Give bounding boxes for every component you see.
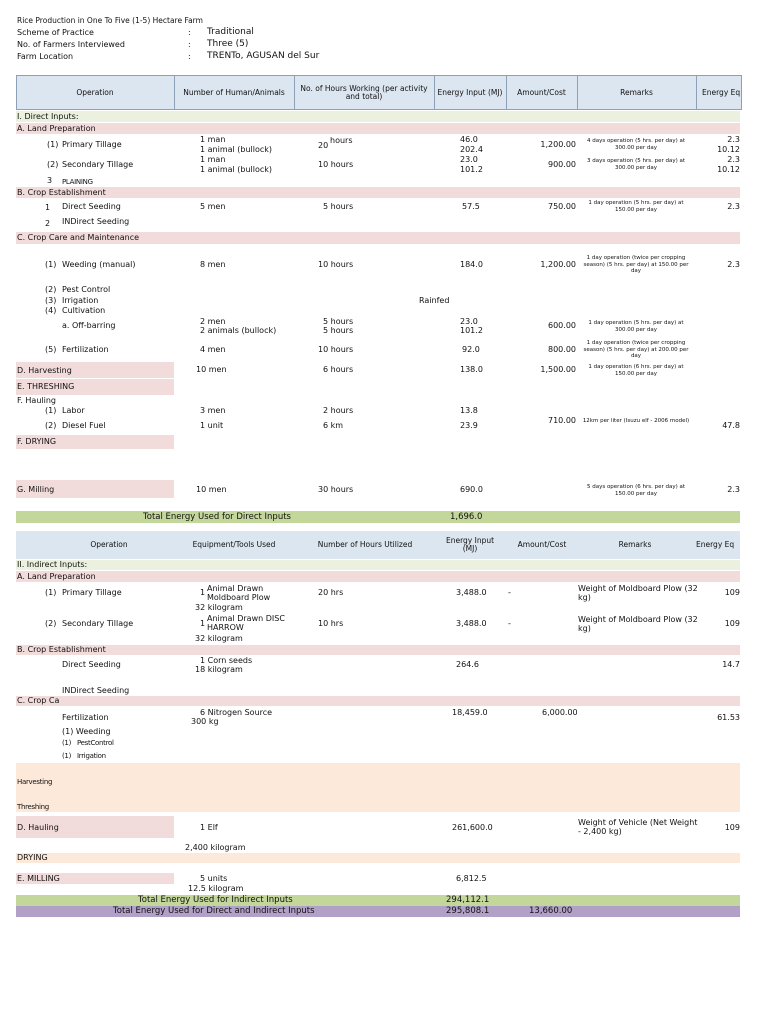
secondary-tillage-hours: 10 hours xyxy=(318,160,354,169)
direct-col-operation: Operation xyxy=(76,87,114,97)
ind-direct-seeding-energy: 264.6 xyxy=(456,660,479,669)
primary-tillage-human: 1 man xyxy=(200,135,226,144)
grand-total-label: Total Energy Used for Direct and Indirect Inputs xyxy=(113,906,315,916)
indirect-crop-est-band xyxy=(16,645,740,655)
ind-secondary-weight: 32 kilogram xyxy=(195,634,243,643)
diesel-remarks: 12km per liter (Isuzu elf - 2006 model) xyxy=(582,418,690,424)
ind-weeding-label: (1) Weeding xyxy=(62,727,111,736)
secondary-tillage-num: (2) xyxy=(47,160,59,169)
fertilization-num: (5) xyxy=(45,345,57,354)
ind-direct-seeding-eq: 14.7 xyxy=(722,660,740,669)
ind-secondary-equip-1: Animal Drawn DISC xyxy=(207,614,285,623)
ind-secondary-remarks: Weight of Moldboard Plow (32 kg) xyxy=(578,615,698,633)
harvesting-hours: 6 hours xyxy=(323,365,354,374)
primary-tillage-eq-1: 2.3 xyxy=(727,135,740,144)
secondary-tillage-eq-1: 2.3 xyxy=(727,155,740,164)
primary-tillage-num: (1) xyxy=(47,140,59,149)
offbarring-human: 2 men xyxy=(200,317,226,326)
indirect-land-prep-band xyxy=(16,571,740,582)
threshing-title: E. THRESHING xyxy=(17,382,75,391)
harvesting-human: 10 men xyxy=(196,365,227,374)
meta-label-farmers: No. of Farmers Interviewed xyxy=(17,40,125,49)
weeding-human: 8 men xyxy=(200,260,226,269)
meta-sep-location: : xyxy=(188,52,191,61)
hauling-title: F. Hauling xyxy=(17,396,56,405)
primary-tillage-eq-2: 10.12 xyxy=(717,145,740,154)
meta-sep-scheme: : xyxy=(188,28,191,37)
secondary-tillage-energy-2: 101.2 xyxy=(460,165,483,174)
ind-fertilization-energy: 18,459.0 xyxy=(452,708,488,717)
ind-primary-num: (1) xyxy=(45,588,57,597)
grand-total-value: 295,808.1 xyxy=(446,906,490,916)
ind-milling-energy: 6,812.5 xyxy=(456,874,487,883)
land-prep-band xyxy=(16,123,740,134)
ind-primary-eq: 109 xyxy=(724,588,740,597)
secondary-tillage-remarks: 3 days operation (5 hrs. per day) at 300.00 per day xyxy=(586,158,686,171)
direct-total-band xyxy=(16,511,740,523)
direct-col-remarks: Remarks xyxy=(620,87,653,97)
indirect-seeding-num: 2 xyxy=(45,219,51,228)
diesel-energy: 23.9 xyxy=(460,421,478,430)
ind-hauling-energy: 261,600.0 xyxy=(452,823,493,832)
secondary-tillage-cost: 900.00 xyxy=(548,160,576,169)
indirect-total-label: Total Energy Used for Indirect Inputs xyxy=(138,895,293,905)
ind-secondary-energy: 3,488.0 xyxy=(456,619,487,628)
labor-human: 3 men xyxy=(200,406,226,415)
fertilization-remarks: 1 day operation (twice per cropping season) (5 hrs. per day) at 200.00 per day xyxy=(583,340,689,359)
indirect-crop-care-title: C. Crop Ca xyxy=(17,696,60,705)
weeding-energy: 184.0 xyxy=(460,260,483,269)
direct-col-amount: Amount/Cost xyxy=(517,87,566,97)
indirect-harvest-thresh-band xyxy=(16,763,740,812)
secondary-tillage-human: 1 man xyxy=(200,155,226,164)
fertilization-energy: 92.0 xyxy=(462,345,480,354)
ind-hauling-title: D. Hauling xyxy=(17,823,59,832)
ind-fertilization-label: Fertilization xyxy=(62,713,109,722)
indirect-land-prep-title: A. Land Preparation xyxy=(17,572,96,581)
indirect-inputs-title: II. Indirect Inputs: xyxy=(17,560,88,569)
weeding-label: Weeding (manual) xyxy=(62,260,136,269)
ind-hauling-eq: 109 xyxy=(724,823,740,832)
direct-col-human: Number of Human/Animals xyxy=(183,87,285,97)
crop-est-title: B. Crop Establishment xyxy=(17,188,106,197)
primary-tillage-animal: 1 animal (bullock) xyxy=(200,145,273,154)
secondary-tillage-energy-1: 23.0 xyxy=(460,155,478,164)
fertilization-hours: 10 hours xyxy=(318,345,354,354)
crop-est-band xyxy=(16,187,740,198)
ind-hauling-weight: 2,400 kilogram xyxy=(185,843,246,852)
harvesting-cost: 1,500.00 xyxy=(540,365,576,374)
meta-label-scheme: Scheme of Practice xyxy=(17,28,94,37)
indirect-inputs-band xyxy=(16,560,740,570)
indirect-crop-est-title: B. Crop Establishment xyxy=(17,645,106,654)
primary-tillage-energy-1: 46.0 xyxy=(460,135,478,144)
indirect-total-band xyxy=(16,895,740,906)
ind-primary-weight: 32 kilogram xyxy=(195,603,243,612)
direct-col-energy-eq: Energy Eq xyxy=(702,87,741,97)
grand-total-cost: 13,660.00 xyxy=(529,906,573,916)
meta-value-farmers: Three (5) xyxy=(207,39,249,49)
ind-hauling-remarks: Weight of Vehicle (Net Weight - 2,400 kg) xyxy=(578,818,698,836)
indirect-seeding-label: INDirect Seeding xyxy=(62,217,130,226)
pest-control-num: (2) xyxy=(45,285,57,294)
diesel-distance: 6 km xyxy=(323,421,344,430)
secondary-tillage-animal: 1 animal (bullock) xyxy=(200,165,273,174)
direct-seeding-hours: 5 hours xyxy=(323,202,354,211)
offbarring-energy-2: 101.2 xyxy=(460,326,483,335)
labor-label: Labor xyxy=(62,406,85,415)
plaining-num: 3 xyxy=(47,176,53,185)
land-prep-title: A. Land Preparation xyxy=(17,124,96,133)
ind-indirect-seeding-label: INDirect Seeding xyxy=(62,686,130,695)
offbarring-cost: 600.00 xyxy=(548,321,576,330)
irrigation-label: Irrigation xyxy=(62,296,99,305)
weeding-hours: 10 hours xyxy=(318,260,354,269)
ind-fertilization-weight: 300 kg xyxy=(191,717,219,726)
weeding-cost: 1,200.00 xyxy=(540,260,576,269)
crop-care-title: C. Crop Care and Maintenance xyxy=(17,233,140,242)
ind-direct-seeding-label: Direct Seeding xyxy=(62,660,121,669)
diesel-cost: 710.00 xyxy=(548,416,576,425)
ind-milling-equip: 5 units xyxy=(200,874,228,883)
diesel-num: (2) xyxy=(45,421,57,430)
secondary-tillage-label: Secondary Tillage xyxy=(62,160,134,169)
indirect-col-equipment: Equipment/Tools Used xyxy=(192,540,276,549)
offbarring-label: a. Off-barring xyxy=(62,321,116,330)
ind-harvesting-title: Harvesting xyxy=(17,778,53,786)
milling-eq: 2.3 xyxy=(727,485,740,494)
document-title: Rice Production in One To Five (1-5) Hectare Farm xyxy=(17,16,203,25)
indirect-drying-band xyxy=(16,853,740,863)
primary-tillage-hours-unit: hours xyxy=(330,136,353,145)
diesel-label: Diesel Fuel xyxy=(62,421,106,430)
meta-label-location: Farm Location xyxy=(17,52,74,61)
labor-energy: 13.8 xyxy=(460,406,478,415)
ind-secondary-cost: - xyxy=(508,619,511,628)
ind-primary-energy: 3,488.0 xyxy=(456,588,487,597)
drying-title: F. DRYING xyxy=(17,437,57,446)
labor-hours: 2 hours xyxy=(323,406,354,415)
direct-seeding-human: 5 men xyxy=(200,202,226,211)
offbarring-energy-1: 23.0 xyxy=(460,317,478,326)
milling-hours: 30 hours xyxy=(318,485,354,494)
indirect-col-energy-eq: Energy Eq xyxy=(696,540,735,549)
indirect-col-remarks: Remarks xyxy=(618,540,652,549)
primary-tillage-energy-2: 202.4 xyxy=(460,145,483,154)
indirect-col-hours: Number of Hours Utilized xyxy=(317,540,413,549)
ind-milling-title: E. MILLING xyxy=(17,874,60,883)
indirect-col-amount: Amount/Cost xyxy=(517,540,567,549)
milling-title: G. Milling xyxy=(17,485,55,494)
diesel-human: 1 unit xyxy=(200,421,224,430)
ind-primary-equip-1: Animal Drawn xyxy=(207,584,264,593)
indirect-col-energy: Energy Input (MJ) xyxy=(445,536,495,553)
ind-irrigation-num: (1) xyxy=(62,752,72,760)
direct-col-hours: No. of Hours Working (per activity and total) xyxy=(300,83,428,101)
direct-total-value: 1,696.0 xyxy=(450,512,483,522)
harvesting-remarks: 1 day operation (6 hrs. per day) at 150.00 per day xyxy=(588,364,684,377)
offbarring-animals: 2 animals (bullock) xyxy=(200,326,277,335)
ind-primary-label: Primary Tillage xyxy=(62,588,122,597)
primary-tillage-cost: 1,200.00 xyxy=(540,140,576,149)
ind-fertilization-eq: 61.53 xyxy=(717,713,740,722)
ind-secondary-num: (2) xyxy=(45,619,57,628)
milling-energy: 690.0 xyxy=(460,485,483,494)
ind-direct-seeding-equip: 1 Corn seeds xyxy=(200,656,253,665)
direct-inputs-band xyxy=(16,111,740,122)
direct-inputs-title: I. Direct Inputs: xyxy=(17,112,79,121)
labor-num: (1) xyxy=(45,406,57,415)
offbarring-remarks: 1 day operation (5 hrs. per day) at 300.00 per day xyxy=(588,320,684,333)
offbarring-hours-2: 5 hours xyxy=(323,326,354,335)
direct-seeding-energy: 57.5 xyxy=(462,202,480,211)
plaining-label: PLAINING xyxy=(62,178,93,186)
meta-value-scheme: Traditional xyxy=(207,27,254,37)
ind-secondary-eq: 109 xyxy=(724,619,740,628)
fertilization-label: Fertilization xyxy=(62,345,109,354)
primary-tillage-label: Primary Tillage xyxy=(62,140,122,149)
harvesting-title: D. Harvesting xyxy=(17,366,72,375)
primary-tillage-remarks: 4 days operation (5 hrs. per day) at 300.00 per day xyxy=(586,138,686,151)
ind-secondary-label: Secondary Tillage xyxy=(62,619,134,628)
diesel-eq: 47.8 xyxy=(722,421,740,430)
fertilization-cost: 800.00 xyxy=(548,345,576,354)
direct-seeding-cost: 750.00 xyxy=(548,202,576,211)
ind-primary-remarks: Weight of Moldboard Plow (32 kg) xyxy=(578,584,698,602)
primary-tillage-hours-num: 20 xyxy=(318,141,329,150)
ind-milling-weight: 12.5 kilogram xyxy=(188,884,244,893)
direct-total-label: Total Energy Used for Direct Inputs xyxy=(143,512,291,522)
milling-remarks: 5 days operation (6 hrs. per day) at 150.00 per day xyxy=(586,484,686,497)
milling-human: 10 men xyxy=(196,485,227,494)
direct-seeding-eq: 2.3 xyxy=(727,202,740,211)
irrigation-rainfed: Rainfed xyxy=(419,296,450,305)
ind-primary-qty: 1 xyxy=(200,588,206,597)
cultivation-num: (4) xyxy=(45,306,57,315)
direct-seeding-num: 1 xyxy=(45,203,51,212)
ind-primary-cost: - xyxy=(508,588,511,597)
weeding-num: (1) xyxy=(45,260,57,269)
ind-irrigation-label: Irrigation xyxy=(77,752,106,760)
offbarring-hours-1: 5 hours xyxy=(323,317,354,326)
ind-primary-equip-2: Moldboard Plow xyxy=(207,593,271,602)
ind-pest-label: PestControl xyxy=(77,739,114,747)
ind-hauling-equip: 1 Elf xyxy=(200,823,218,832)
indirect-col-operation: Operation xyxy=(90,540,128,549)
fertilization-human: 4 men xyxy=(200,345,226,354)
harvesting-energy: 138.0 xyxy=(460,365,483,374)
ind-primary-hours: 20 hrs xyxy=(318,588,344,597)
ind-fertilization-equip: 6 Nitrogen Source xyxy=(200,708,273,717)
indirect-total-value: 294,112.1 xyxy=(446,895,490,905)
ind-fertilization-cost: 6,000.00 xyxy=(542,708,578,717)
ind-threshing-title: Threshing xyxy=(17,803,49,811)
meta-value-location: TRENTo, AGUSAN del Sur xyxy=(207,51,320,61)
ind-secondary-hours: 10 hrs xyxy=(318,619,344,628)
ind-direct-seeding-weight: 18 kilogram xyxy=(195,665,243,674)
direct-seeding-remarks: 1 day operation (5 hrs. per day) at 150.00 per day xyxy=(588,200,684,213)
pest-control-label: Pest Control xyxy=(62,285,111,294)
ind-secondary-equip-2: HARROW xyxy=(207,623,244,632)
ind-secondary-qty: 1 xyxy=(200,619,206,628)
direct-col-energy: Energy Input (MJ) xyxy=(437,87,503,97)
cultivation-label: Cultivation xyxy=(62,306,106,315)
ind-pest-num: (1) xyxy=(62,739,72,747)
secondary-tillage-eq-2: 10.12 xyxy=(717,165,740,174)
ind-drying-title: DRYING xyxy=(17,853,48,862)
weeding-remarks: 1 day operation (twice per cropping season) (5 hrs. per day) at 150.00 per day xyxy=(583,255,689,274)
meta-sep-farmers: : xyxy=(188,40,191,49)
weeding-eq: 2.3 xyxy=(727,260,740,269)
irrigation-num: (3) xyxy=(45,296,57,305)
direct-seeding-label: Direct Seeding xyxy=(62,202,121,211)
